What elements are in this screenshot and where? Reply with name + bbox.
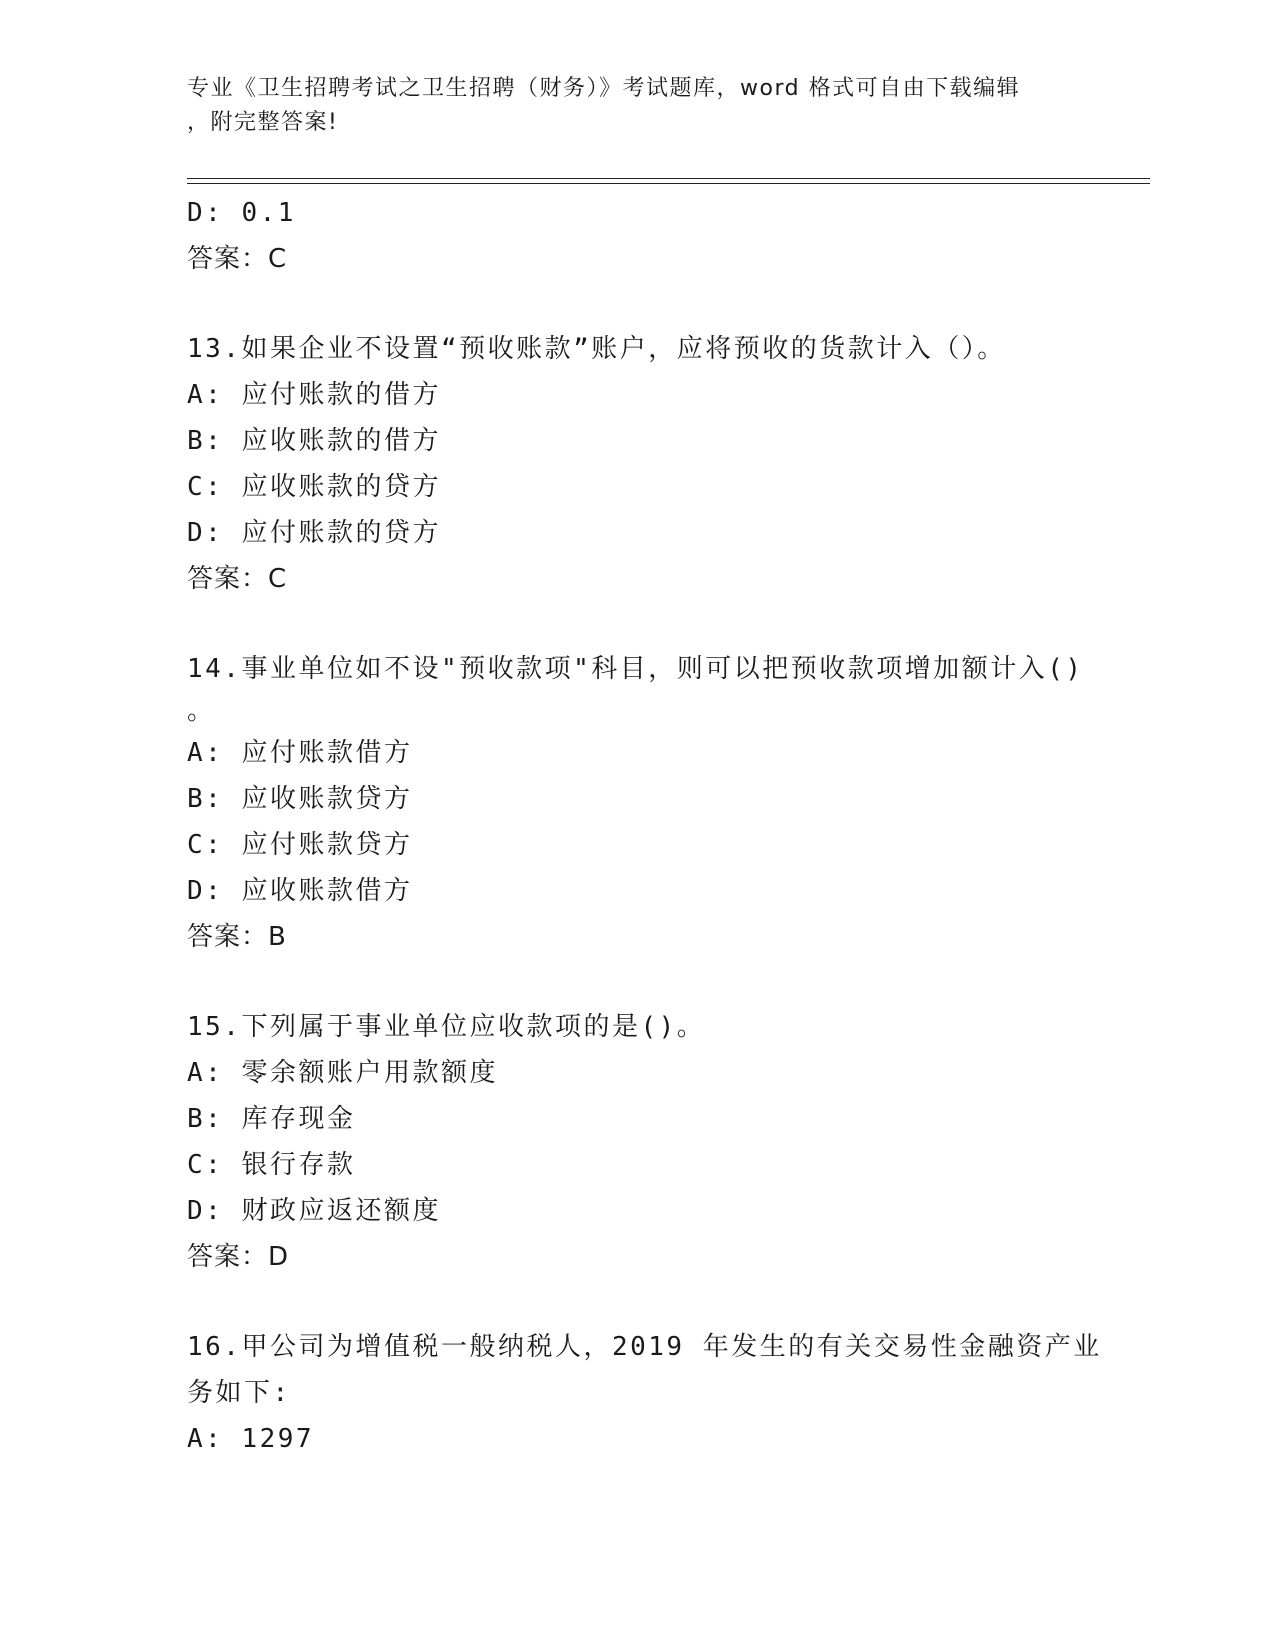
q15-option-b: B: 库存现金 — [187, 1104, 356, 1134]
q15-stem: 15.下列属于事业单位应收款项的是()。 — [187, 1012, 706, 1042]
spacer — [187, 602, 1087, 646]
q13-option-d: D: 应付账款的贷方 — [187, 518, 441, 548]
header-divider-bottom — [187, 183, 1150, 184]
header-line-1: 专业《卫生招聘考试之卫生招聘（财务）》考试题库，word 格式可自由下载编辑 — [187, 76, 1021, 101]
q13-option-a: A: 应付账款的借方 — [187, 380, 441, 410]
q14-option-d: D: 应收账款借方 — [187, 876, 413, 906]
q13-answer: 答案：C — [187, 564, 288, 594]
spacer — [187, 960, 1087, 1004]
spacer — [187, 1280, 1087, 1324]
document-header — [187, 72, 1067, 140]
q14-option-a: A: 应付账款借方 — [187, 738, 413, 768]
q16-option-a: A: 1297 — [187, 1424, 315, 1454]
q13-option-b: B: 应收账款的借方 — [187, 426, 441, 456]
spacer — [187, 282, 1087, 326]
q15-option-d: D: 财政应返还额度 — [187, 1196, 441, 1226]
q14-option-b: B: 应收账款贷方 — [187, 784, 413, 814]
q13-option-c: C: 应收账款的贷方 — [187, 472, 441, 502]
q14-stem-line-2: 。 — [187, 696, 216, 726]
q15-option-a: A: 零余额账户用款额度 — [187, 1058, 498, 1088]
header-divider-top — [187, 178, 1150, 179]
q15-option-c: C: 银行存款 — [187, 1150, 356, 1180]
question-list — [187, 190, 1102, 1462]
q13-stem: 13.如果企业不设置“预收账款”账户，应将预收的货款计入（）。 — [187, 334, 1006, 364]
prev-answer: 答案：C — [187, 244, 288, 274]
q16-stem-line-2: 务如下: — [187, 1378, 291, 1408]
header-line-2: ，附完整答案! — [187, 110, 339, 135]
q14-stem-line-1: 14.事业单位如不设"预收款项"科目，则可以把预收款项增加额计入() — [187, 654, 1084, 684]
q14-answer: 答案：B — [187, 922, 287, 952]
q15-answer: 答案：D — [187, 1242, 290, 1272]
prev-option-d: D: 0.1 — [187, 198, 296, 228]
q16-stem-line-1: 16.甲公司为增值税一般纳税人，2019 年发生的有关交易性金融资产业 — [187, 1332, 1102, 1362]
q14-option-c: C: 应付账款贷方 — [187, 830, 413, 860]
